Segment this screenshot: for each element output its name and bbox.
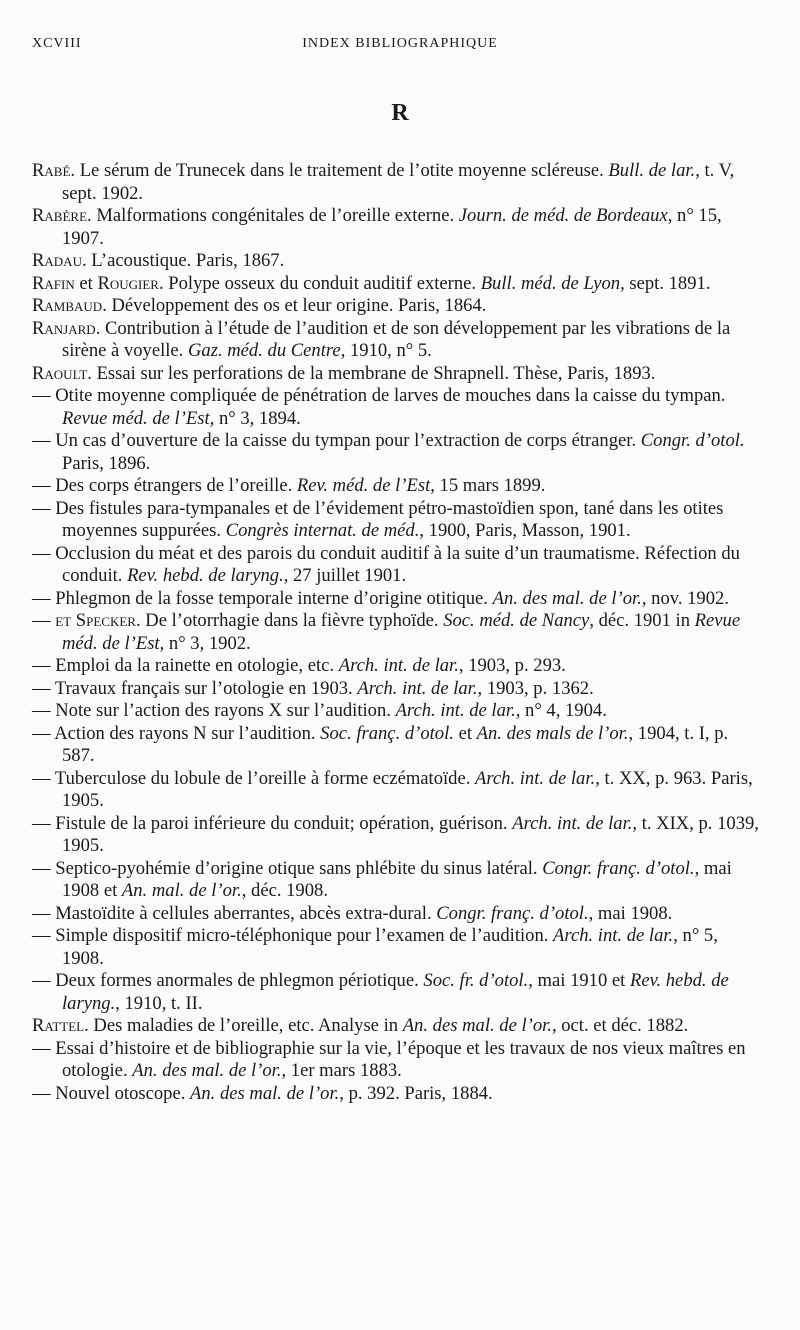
entry-text: Travaux français sur l’otologie en 1903. [54,677,358,699]
entry-text: , 1er mars 1883. [281,1060,402,1081]
bibliography-entry [32,700,762,723]
journal-title: Rev. hebd. de laryng. [62,970,729,1014]
entry-text: , déc. 1901 in [589,610,695,631]
bibliography-entry [32,498,762,543]
entry-text: . L’acoustique. Paris, 1867. [81,250,285,271]
entry-text: . Malformations congénitales de l’oreille externe. [87,205,459,226]
entry-text: . De l’otorrhagie dans la fièvre typhoïde. [135,610,444,631]
bibliography-entry [32,363,762,386]
entry-text: Essai d’histoire et de bibliographie sur la vie, l’époque et les travaux de nos vieux maîtres en otologie. [55,1037,746,1081]
entry-text: , mai 1908. [588,902,673,924]
entry-text: Nouvel otoscope. [55,1082,191,1104]
entry-text: , 1903, p. 293. [458,655,566,676]
journal-title: Revue méd. de l’Est [62,407,210,429]
entry-text: Un cas d’ouverture de la caisse du tympan pour l’extraction de corps étranger. [55,430,641,451]
bibliography-entry [32,723,762,768]
journal-title: Gaz. méd. du Centre [187,340,341,361]
author-name: Rambaud [32,295,103,316]
journal-title: Congr. d’otol. [640,430,745,451]
bibliography-entry [32,160,762,205]
entry-text: Action des rayons N sur l’audition. [54,722,321,744]
journal-title: Soc. fr. d’otol. [423,970,529,991]
bibliography-entry [32,250,762,273]
entry-text: . Contribution à l’étude de l’audition et de son développement par les vibrations de la sirène à voyelle. [62,317,731,361]
author-name: Rougier [97,272,159,294]
entry-text: , n° 5, 1908. [62,925,718,969]
ditto-dash: — [32,497,56,519]
entry-text: Deux formes anormales de phlegmon périotique. [55,970,424,991]
bibliography-entry [32,768,762,813]
author-name: Rafin [32,272,75,294]
entry-text: . Développement des os et leur origine. Paris, 1864. [102,295,487,316]
journal-title: An. des mals de l’or. [476,722,629,744]
bibliography-entry [32,858,762,903]
journal-title: Congr. franç. d’otol. [542,857,695,879]
ditto-dash: — [32,925,56,946]
entry-text: , 1904, t. I, p. 587. [62,722,729,766]
entry-text: , nov. 1902. [641,587,729,609]
entry-text: , n° 3, 1902. [159,632,251,654]
entry-text: Phlegmon de la fosse temporale interne d’origine otitique. [55,587,493,609]
ditto-dash: — [32,385,56,406]
journal-title: Arch. int. de lar. [357,677,478,699]
ditto-dash: — [32,542,56,564]
author-name: Raoult [32,362,88,384]
entry-text: . Des maladies de l’oreille, etc. Analyse in [84,1015,403,1036]
journal-title: Soc. méd. de Nancy [443,610,590,631]
author-name: Ranjard [32,317,96,339]
journal-title: An. des mal. de l’or. [132,1060,282,1081]
journal-title: Rev. hebd. de laryng. [127,565,284,586]
bibliography-entry [32,655,762,678]
journal-title: Bull. de lar. [608,160,696,181]
running-title: INDEX BIBLIOGRAPHIQUE [302,36,498,51]
ditto-dash: — [32,610,56,631]
entry-text: . Essai sur les perforations de la membrane de Shrapnell. Thèse, Paris, 1893. [87,362,656,384]
journal-title: Arch. int. de lar. [512,812,633,834]
entry-text: Emploi da la rainette en otologie, etc. [55,655,339,676]
bibliography-entry [32,1015,762,1038]
ditto-dash: — [32,677,55,699]
bibliography-entry [32,475,762,498]
entry-text: , 1910, n° 5. [340,340,432,361]
entry-text: , 27 juillet 1901. [283,565,407,586]
entry-text: Fistule de la paroi inférieure du conduit; opération, guérison. [55,812,513,834]
journal-title: An. des mal. de l’or. [190,1082,340,1104]
journal-title: Journ. de méd. de Bordeaux [458,205,668,226]
ditto-dash: — [32,655,56,676]
entry-text: , mai 1908 et [62,857,732,901]
entry-text: Tuberculose du lobule de l’oreille à forme eczématoïde. [54,767,476,789]
bibliography-entry [32,925,762,970]
journal-title: Arch. int. de lar. [338,655,459,676]
section-letter: R [391,100,409,126]
bibliography-entry [32,205,762,250]
entry-text: Paris, 1896. [62,452,151,474]
entry-text: , oct. et déc. 1882. [551,1015,689,1036]
journal-title: Arch. int. de lar. [395,700,516,721]
entry-text: Des corps étrangers de l’oreille. [55,475,297,496]
author-name: Radau [32,250,82,271]
entry-text: , sept. 1891. [620,272,711,294]
entry-text: , mai 1910 et [528,970,630,991]
bibliography-list [32,160,762,1105]
journal-title: An. des mal. de l’or. [492,587,642,609]
ditto-dash: — [32,700,56,721]
entry-text: , p. 392. Paris, 1884. [339,1082,493,1104]
bibliography-entry [32,1038,762,1083]
bibliography-entry [32,813,762,858]
journal-title: Arch. int. de lar. [475,767,596,789]
entry-text: Otite moyenne compliquée de pénétration de larves de mouches dans la caisse du tympan. [55,385,726,406]
ditto-dash: — [32,475,56,496]
journal-title: Bull. méd. de Lyon [480,272,621,294]
page-number: XCVIII [32,36,82,51]
ditto-dash: — [32,767,55,789]
entry-text: , 1900, Paris, Masson, 1901. [419,520,631,541]
bibliography-entry: Rafin et Rougier. Polype osseux du conduit auditif externe. Bull. méd. de Lyon, sept. 1891. [32,272,711,294]
journal-title: Soc. franç. d’otol. [320,722,454,744]
entry-text: . Le sérum de Trunecek dans le traitement de l’otite moyenne scléreuse. [70,160,609,181]
page-header [32,36,768,56]
entry-text: , t. V, sept. 1902. [62,160,735,204]
entry-text: Simple dispositif micro-téléphonique pour l’examen de l’audition. [55,925,554,946]
bibliography-entry [32,1083,762,1106]
author-name: Rabé [32,160,71,181]
ditto-dash: — [32,812,56,834]
ditto-dash: — [32,857,56,879]
entry-text: , n° 4, 1904. [515,700,607,721]
bibliography-entry [32,903,762,926]
entry-text: Note sur l’action des rayons X sur l’audition. [55,700,396,721]
ditto-dash: — [32,430,56,451]
ditto-dash: — [32,1082,56,1104]
entry-text: , 15 mars 1899. [430,475,546,496]
bibliography-entry [32,295,762,318]
journal-title: Arch. int. de lar. [553,925,674,946]
author-name: Rabère [32,205,88,226]
entry-text: . Polype osseux du conduit auditif externe. [158,272,481,294]
entry-text: , 1903, p. 1362. [477,677,594,699]
coauthor-name: et Specker [55,610,136,631]
journal-title: Revue méd. de l’Est [62,610,741,654]
entry-text: , 1910, t. II. [115,992,203,1014]
entry-text: , t. XX, p. 963. Paris, 1905. [62,767,753,811]
journal-title: Congrès internat. de méd. [225,520,420,541]
bibliography-entry [32,970,762,1015]
bibliography-entry [32,385,762,430]
entry-text: , n° 15, 1907. [62,205,722,249]
ditto-dash: — [32,902,56,924]
entry-text: , déc. 1908. [241,880,328,901]
ditto-dash: — [32,722,55,744]
journal-title: Congr. franç. d’otol. [436,902,589,924]
entry-text: Mastoïdite à cellules aberrantes, abcès extra-dural. [55,902,437,924]
ditto-dash: — [32,970,56,991]
ditto-dash: — [32,1037,56,1059]
bibliography-entry [32,610,762,655]
entry-text: , n° 3, 1894. [209,407,301,429]
journal-title: An. des mal. de l’or. [402,1015,552,1036]
entry-text: , t. XIX, p. 1039, 1905. [62,812,759,856]
entry-text: Des fistules para-tympanales et de l’évidement pétro-mastoïdien spon, tané dans les otites moyennes suppurées. [55,497,724,541]
bibliography-entry [32,318,762,363]
bibliography-entry [32,543,762,588]
journal-title: Rev. méd. de l’Est [296,475,431,496]
entry-text: Septico-pyohémie d’origine otique sans phlébite du sinus latéral. [55,857,543,879]
bibliography-entry [32,588,762,611]
journal-title: An. mal. de l’or. [121,880,242,901]
entry-text: Occlusion du méat et des parois du conduit auditif à la suite d’un traumatisme. Réfection du conduit. [55,542,740,586]
entry-text: et [453,722,477,744]
bibliography-entry [32,678,762,701]
author-name: Rattel [32,1015,85,1036]
ditto-dash: — [32,587,56,609]
bibliography-entry [32,430,762,475]
